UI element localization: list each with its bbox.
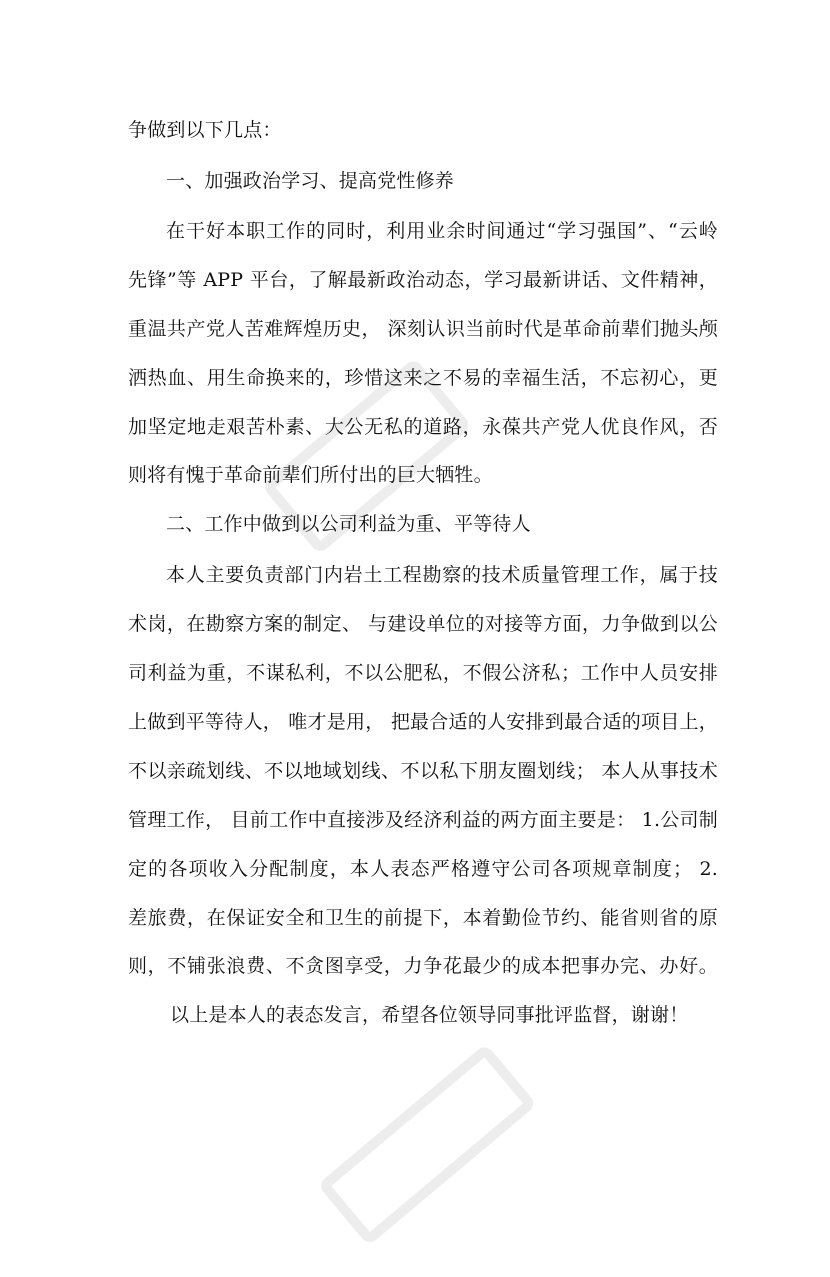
paragraph-line: 则，不铺张浪费、不贪图享受，力争花最少的成本把事办完、办好。 [128,955,718,977]
section-heading: 一、加强政治学习、提高党性修养 [166,170,455,192]
paragraph-line: 加坚定地走艰苦朴素、大公无私的道路，永葆共产党人优良作风，否 [128,416,718,438]
paragraph-line: 术岗，在勘察方案的制定、 与建设单位的对接等方面，力争做到以公 [128,613,718,635]
paragraph-line: 本人主要负责部门内岩土工程勘察的技术质量管理工作，属于技 [166,564,718,586]
paragraph-line: 在干好本职工作的同时，利用业余时间通过“学习强国”、“云岭 [166,220,718,242]
watermark [317,1043,563,1276]
paragraph-line: 定的各项收入分配制度，本人表态严格遵守公司各项规章制度； 2. [128,858,718,880]
paragraph-line: 司利益为重，不谋私利，不以公肥私，不假公济私；工作中人员安排 [128,662,718,684]
paragraph-line: 重温共产党人苦难辉煌历史， 深刻认识当前时代是革命前辈们抛头颅 [128,318,718,340]
paragraph-line: 先锋”等 APP 平台，了解最新政治动态，学习最新讲话、文件精神， [128,269,718,291]
paragraph-line: 上做到平等待人， 唯才是用， 把最合适的人安排到最合适的项目上， [128,711,718,733]
section-heading: 二、工作中做到以公司利益为重、平等待人 [166,513,531,535]
closing-line: 以上是本人的表态发言，希望各位领导同事批评监督，谢谢！ [170,1004,689,1026]
paragraph-line: 管理工作， 目前工作中直接涉及经济利益的两方面主要是： 1.公司制 [128,809,718,831]
paragraph-line: 争做到以下几点： [128,119,282,141]
watermark [229,319,511,601]
paragraph-line: 不以亲疏划线、不以地域划线、不以私下朋友圈划线； 本人从事技术 [128,760,718,782]
paragraph-line: 洒热血、用生命换来的，珍惜这来之不易的幸福生活，不忘初心，更 [128,367,718,389]
paragraph-line: 则将有愧于革命前辈们所付出的巨大牺牲。 [128,464,493,486]
paragraph-line: 差旅费，在保证安全和卫生的前提下，本着勤俭节约、能省则省的原 [128,907,718,929]
